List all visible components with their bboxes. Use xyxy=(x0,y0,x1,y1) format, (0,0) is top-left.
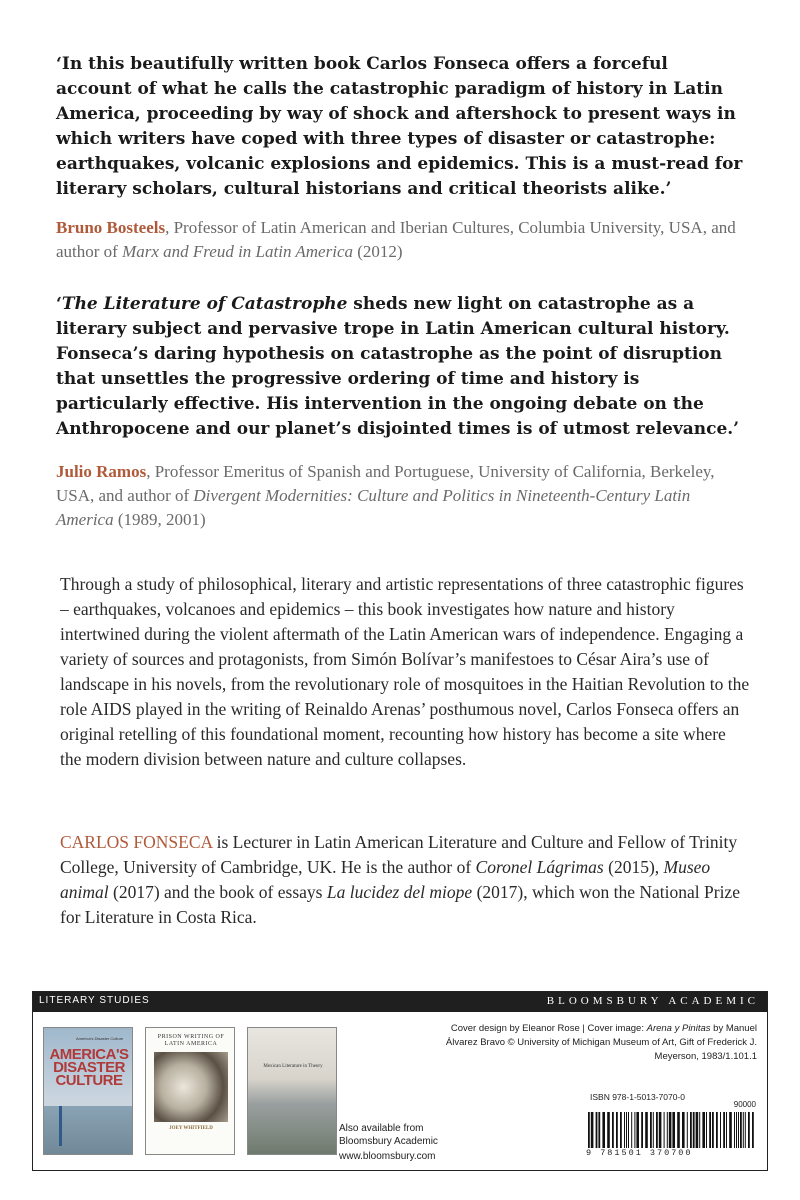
barcode-bar xyxy=(716,1112,718,1148)
cover-credit xyxy=(427,1022,757,1064)
barcode-bar xyxy=(672,1112,675,1148)
barcode-bar xyxy=(596,1112,598,1148)
barcode-bar xyxy=(696,1112,699,1148)
credit-text: by Manuel Álvarez Bravo © University of Michigan Museum of Art, Gift of Frederick J. Meyerson, 1983/1.101.1 xyxy=(445,1023,757,1062)
reviewer-name: Bruno Bosteels xyxy=(56,218,166,237)
reviewer-affiliation: , Professor Emeritus of Spanish and Portuguese, University of California, Berkeley, USA, and author of xyxy=(56,462,715,505)
bio-book-title: Coronel Lágrimas xyxy=(475,857,604,877)
barcode-image xyxy=(586,1112,756,1148)
bio-book-title: La lucidez del miope xyxy=(326,882,473,902)
barcode-bar xyxy=(598,1112,600,1148)
website-link[interactable]: www.bloomsbury.com xyxy=(339,1151,436,1162)
barcode-bar xyxy=(591,1112,594,1148)
quote-open-mark: ‘ xyxy=(56,294,62,314)
reviewer-book-title: Marx and Freud in Latin America xyxy=(122,242,353,261)
barcode-bar xyxy=(669,1112,672,1148)
barcode-bar xyxy=(626,1112,627,1148)
barcode-bar xyxy=(653,1112,654,1148)
book-subtitle: America’s Disaster Culture xyxy=(76,1036,124,1041)
barcode-bar xyxy=(706,1112,707,1148)
author-name: CARLOS FONSECA xyxy=(60,832,213,852)
review-attribution-1 xyxy=(56,216,746,264)
bio-book-title: Museo animal xyxy=(60,857,711,902)
bio-text: is Lecturer in Latin American Literature and Culture and Fellow of Trinity College, University of Cambridge, UK. He is the author of xyxy=(60,832,738,877)
barcode-bar xyxy=(729,1112,732,1148)
barcode-bar xyxy=(602,1112,605,1148)
book-author: JOEY WHITFIELD xyxy=(169,1126,213,1131)
barcode-bar xyxy=(740,1112,742,1148)
book-description: Through a study of philosophical, literary and artistic representations of three catastrophic figures – earthquakes, volcanoes and epidemics – this book investigates how nature and history intertwined during the violent aftermath of the Latin American wars of independence. Engaging a variety of sources and protagonists, from Simón Bolívar’s manifestoes to César Aira’s use of landscape in his novels, from the revolutionary role of mosquitoes in the Haitian Revolution to the role AIDS played in the writing of Reinaldo Arenas’ posthumous novel, Carlos Fonseca offers an original retelling of this foundational moment, recounting how history has become a site where the modern division between nature and culture collapses. xyxy=(60,574,750,769)
barcode-bar xyxy=(745,1112,746,1148)
bio-text: (2017), which won the National Prize for Literature in Costa Rica. xyxy=(60,882,740,927)
barcode-bar xyxy=(612,1112,614,1148)
barcode-bar xyxy=(677,1112,680,1148)
barcode-bar xyxy=(631,1112,632,1148)
barcode-bar xyxy=(656,1112,658,1148)
back-cover-footer xyxy=(32,991,768,1171)
book-title: Mexican Literature in Theory xyxy=(263,1064,323,1069)
barcode-bar xyxy=(641,1112,643,1148)
barcode-bar xyxy=(636,1112,639,1148)
barcode-bar xyxy=(712,1112,714,1148)
quote-body: sheds new light on catastrophe as a literary subject and pervasive trope in Latin American cultural history. Fonseca’s daring hypothesis on catastrophe as the point of disruption that unsettles the progressive ordering of time and history is particularly effective. His intervention in the ongoing debate on the Anthropocene and our planet’s disjointed times is of utmost relevance.’ xyxy=(56,294,740,439)
barcode-block xyxy=(586,1092,756,1166)
barcode-bar xyxy=(682,1112,685,1148)
barcode-bar xyxy=(628,1112,629,1148)
book-title: AMERICA'S DISASTER CULTURE xyxy=(49,1046,129,1089)
credit-text: Cover design by Eleanor Rose | Cover image: xyxy=(450,1023,647,1034)
barcode-bar xyxy=(664,1112,665,1148)
reviewer-book-title: Divergent Modernities: Culture and Politics in Nineteenth-Century Latin America xyxy=(56,486,691,529)
barcode-bar xyxy=(699,1112,700,1148)
barcode-bar xyxy=(748,1112,750,1148)
barcode-bar xyxy=(620,1112,622,1148)
barcode-bar xyxy=(645,1112,648,1148)
barcode-bar xyxy=(720,1112,721,1148)
barcode-bar xyxy=(726,1112,727,1148)
quoted-book-title: The Literature of Catastrophe xyxy=(61,294,348,314)
related-book-cover-2 xyxy=(145,1027,235,1155)
review-attribution-2 xyxy=(56,460,746,532)
price-code: 90000 xyxy=(733,1100,756,1109)
category-banner xyxy=(33,992,767,1012)
barcode-bar xyxy=(702,1112,705,1148)
related-book-cover-1 xyxy=(43,1027,133,1155)
credit-image-title: Arena y Pinitas xyxy=(646,1023,711,1034)
bio-text: (2015), xyxy=(603,857,664,877)
reviewer-book-year: (1989, 2001) xyxy=(113,510,206,529)
barcode-bar xyxy=(723,1112,725,1148)
review-quote-1: ‘In this beautifully written book Carlos Fonseca offers a forceful account of what he calls the catastrophic paradigm of history in Latin America, proceeding by way of shock and aftershock to present ways in which writers have coped with three types of disaster or catastrophe: earthquakes, volcanic explosions and epidemics. This is a must-read for literary scholars, cultural historians and critical theorists alike.’ xyxy=(56,54,743,199)
barcode-bar xyxy=(624,1112,625,1148)
reviewer-book-year: (2012) xyxy=(353,242,403,261)
barcode-bar xyxy=(693,1112,695,1148)
publisher-name: BLOOMSBURY ACADEMIC xyxy=(546,995,759,1007)
barcode-bar xyxy=(607,1112,610,1148)
barcode-bar xyxy=(650,1112,652,1148)
barcode-digits: 9 781501 370700 xyxy=(586,1148,693,1158)
cover-photo xyxy=(154,1052,228,1122)
signpost-image xyxy=(59,1106,62,1146)
also-line-2: Bloomsbury Academic xyxy=(339,1136,438,1147)
water-image xyxy=(44,1106,132,1155)
related-book-cover-3 xyxy=(247,1027,337,1155)
book-title: PRISON WRITING OF LATIN AMERICA xyxy=(157,1034,225,1047)
barcode-bar xyxy=(616,1112,618,1148)
also-line-1: Also available from xyxy=(339,1123,424,1134)
barcode-bar xyxy=(690,1112,692,1148)
barcode-bar xyxy=(667,1112,668,1148)
barcode-bar xyxy=(588,1112,590,1148)
barcode-bar xyxy=(738,1112,739,1148)
barcode-bar xyxy=(734,1112,735,1148)
barcode-bar xyxy=(736,1112,737,1148)
reviewer-name: Julio Ramos xyxy=(56,462,147,481)
barcode-bar xyxy=(687,1112,688,1148)
reviewer-affiliation: , Professor of Latin American and Iberian Cultures, Columbia University, USA, and author of xyxy=(56,218,736,261)
barcode-bar xyxy=(743,1112,744,1148)
barcode-bar xyxy=(634,1112,635,1148)
barcode-bar xyxy=(709,1112,711,1148)
author-bio xyxy=(60,830,750,930)
bio-text: (2017) and the book of essays xyxy=(108,882,327,902)
also-available-text xyxy=(339,1122,438,1148)
isbn-number: ISBN 978-1-5013-7070-0 xyxy=(590,1092,685,1102)
barcode-bar xyxy=(659,1112,662,1148)
review-quote-2 xyxy=(56,292,746,442)
barcode-bar xyxy=(752,1112,754,1148)
category-label: LITERARY STUDIES xyxy=(39,995,150,1006)
